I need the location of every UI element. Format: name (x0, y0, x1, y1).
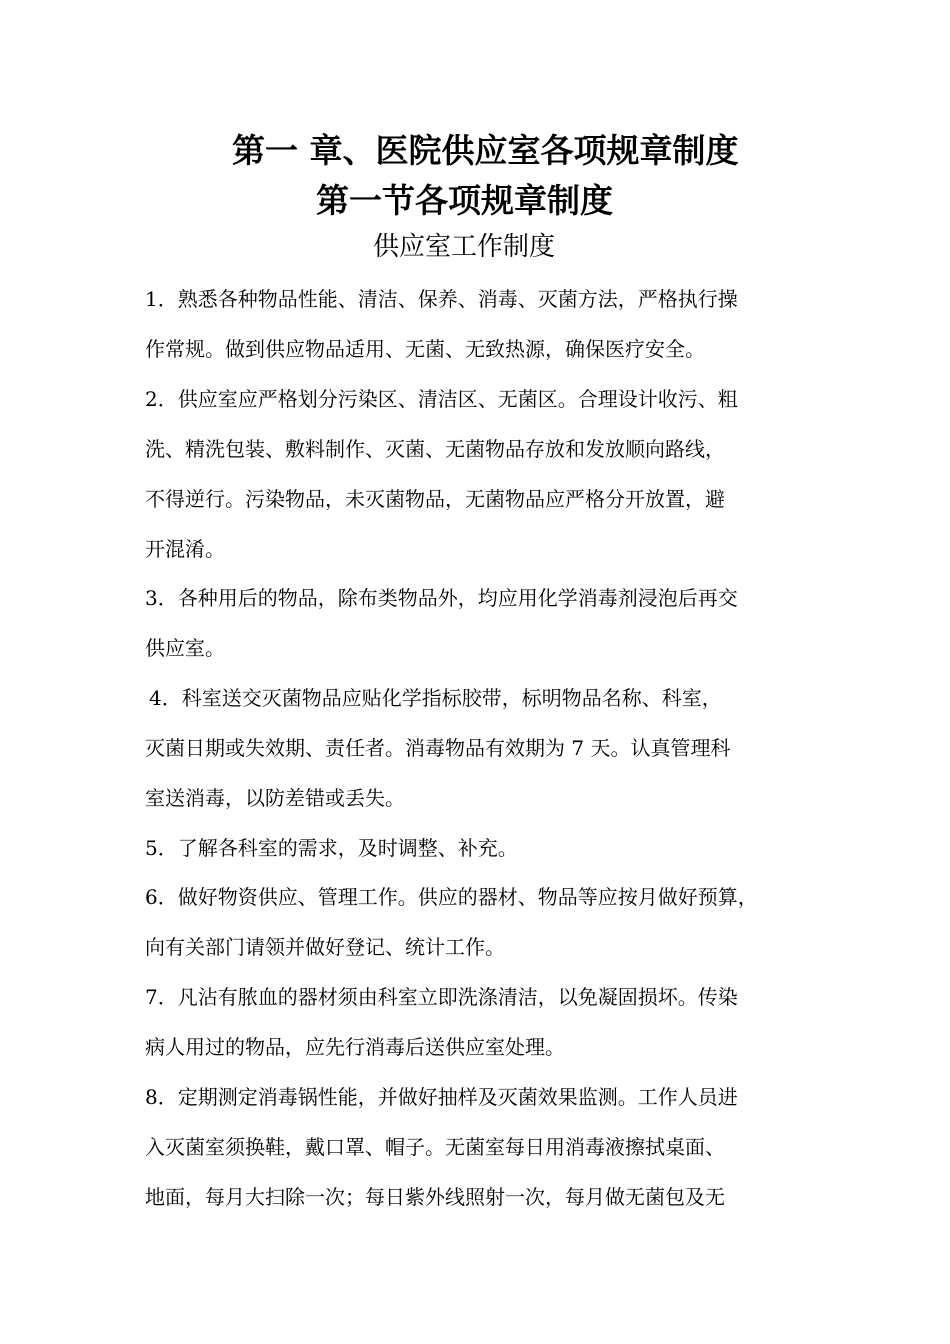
body-line: 向有关部门请领并做好登记、统计工作。 (145, 935, 505, 959)
body-line: 3．各种用后的物品，除布类物品外，均应用化学消毒剂浸泡后再交 (145, 586, 738, 610)
body-line: 供应室。 (145, 636, 225, 660)
body-line: 作常规。做到供应物品适用、无菌、无致热源，确保医疗安全。 (145, 337, 705, 361)
chapter-title: 第一 章、医院供应室各项规章制度 (232, 131, 739, 170)
body-line: 室送消毒，以防差错或丢失。 (145, 786, 405, 810)
body-line: 地面，每月大扫除一次；每日紫外线照射一次，每月做无菌包及无 (145, 1185, 725, 1209)
body-line: 6．做好物资供应、管理工作。供应的器材、物品等应按月做好预算， (145, 885, 758, 909)
body-line: 病人用过的物品，应先行消毒后送供应室处理。 (145, 1035, 565, 1059)
body-line: 7．凡沾有脓血的器材须由科室立即洗涤清洁，以免凝固损坏。传染 (145, 985, 738, 1009)
body-line: 开混淆。 (145, 537, 225, 561)
body-line: 入灭菌室须换鞋，戴口罩、帽子。无菌室每日用消毒液擦拭桌面、 (145, 1135, 725, 1159)
body-line: 1．熟悉各种物品性能、清洁、保养、消毒、灭菌方法，严格执行操 (145, 287, 738, 311)
section-title: 第一节各项规章制度 (316, 181, 613, 220)
subsection-title: 供应室工作制度 (373, 232, 556, 262)
body-line: 8．定期测定消毒锅性能，并做好抽样及灭菌效果监测。工作人员进 (145, 1085, 738, 1109)
body-line: 4．科室送交灭菌物品应贴化学指标胶带，标明物品名称、科室， (149, 686, 722, 710)
body-line: 2．供应室应严格划分污染区、清洁区、无菌区。合理设计收污、粗 (145, 387, 738, 411)
body-line: 不得逆行。污染物品，未灭菌物品，无菌物品应严格分开放置，避 (145, 487, 725, 511)
body-line: 5．了解各科室的需求，及时调整、补充。 (145, 836, 518, 860)
body-line: 洗、精洗包装、敷料制作、灭菌、无菌物品存放和发放顺向路线， (145, 437, 725, 461)
body-line: 灭菌日期或失效期、责任者。消毒物品有效期为 7 天。认真管理科 (145, 736, 731, 760)
